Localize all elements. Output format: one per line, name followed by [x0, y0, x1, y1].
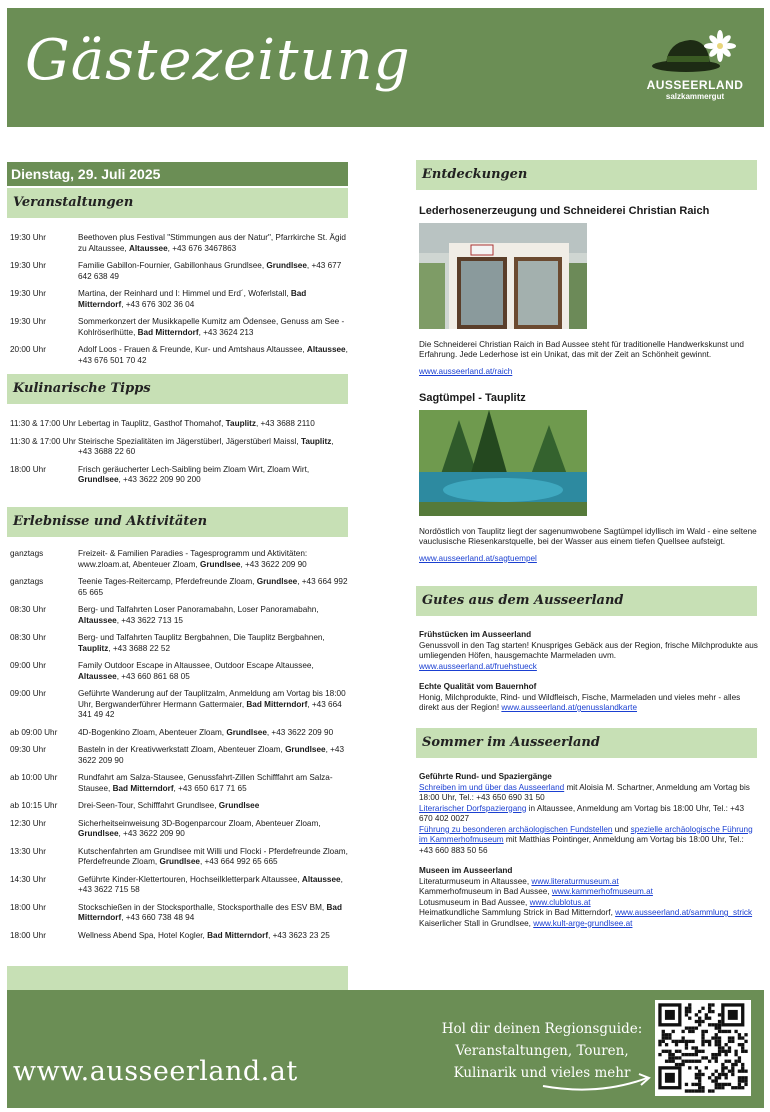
list-item: [10, 689, 348, 721]
qr-code-icon[interactable]: [655, 1000, 751, 1096]
event-time: 19:30 Uhr: [10, 233, 46, 242]
event-description: Adolf Loos - Frauen & Freunde, Kur- und Amtshaus Altaussee, Altaussee, +43 676 501 70 42: [78, 345, 348, 365]
event-place: Bad Mitterndorf: [207, 930, 269, 940]
event-time: ganztags: [10, 549, 44, 558]
event-time: 12:30 Uhr: [10, 818, 46, 828]
museum-text: Heimatkundliche Sammlung Strick in Bad Mitterndorf,: [419, 908, 616, 917]
event-place: Altaussee: [78, 615, 117, 625]
fruehstueck-text: Genussvoll in den Tag starten! Knuspriges Gebäck aus der Region, frische Milchprodukte aus umliegenden Höfen, hausgemachte Marmeladen uvm.: [419, 640, 758, 660]
event-place: Bad Mitterndorf: [78, 289, 307, 309]
event-description: Geführte Kinder-Klettertouren, Hochseilkletterpark Altaussee, Altaussee, +43 3622 715 58: [78, 874, 343, 894]
article-title: Sagtümpel - Tauplitz: [419, 392, 526, 404]
event-description: 4D-Bogenkino Zloam, Abenteuer Zloam, Grundlsee, +43 3622 209 90: [78, 727, 334, 737]
museum-link[interactable]: www.kult-arge-grundlsee.at: [533, 918, 633, 928]
divider-bar: [7, 966, 348, 990]
museum-link[interactable]: www.clublotus.at: [529, 897, 591, 907]
event-description: Berg- und Talfahrten Tauplitz Bergbahnen, Die Tauplitz Bergbahnen, Tauplitz, +43 3688 22 52: [78, 633, 325, 653]
event-time: 11:30 & 17:00 Uhr: [10, 436, 76, 446]
event-description: Geführte Wanderung auf der Tauplitzalm, Anmeldung am Vortag bis 18:00 Uhr, Bergwanderführer Hermann Gattermaier, Bad Mitterndorf, +43 664 341 49 42: [78, 689, 346, 719]
promo-line: Hol dir deinen Regionsguide:: [441, 1021, 643, 1037]
event-time: 18:00 Uhr: [10, 902, 46, 912]
fruehstueck-title: Frühstücken im Ausseerland: [419, 630, 532, 639]
section-veranstaltungen: Veranstaltungen: [7, 188, 348, 218]
bauernhof-text: Honig, Milchprodukte, Rind- und Wildfleisch, Fische, Marmeladen und vieles mehr - alles direkt aus der Region!: [419, 692, 741, 712]
walk-link-kammerhof[interactable]: spezielle archäologische Führung im Kammerhofmuseum: [419, 824, 753, 844]
date-heading: Dienstag, 29. Juli 2025: [7, 162, 348, 186]
list-item: [10, 745, 348, 766]
list-item: [10, 903, 348, 924]
event-description: Beethoven plus Festival "Stimmungen aus der Natur", Pfarrkirche St. Ägid zu Altaussee, Altaussee, +43 676 3467863: [78, 233, 346, 253]
event-place: Grundlsee: [78, 475, 119, 484]
museum-link[interactable]: www.kammerhofmuseum.at: [551, 887, 653, 896]
lake-photo: [419, 410, 587, 516]
walks-title: Geführte Rund- und Spaziergänge: [419, 772, 552, 781]
gutes-content: [419, 630, 759, 714]
list-item: [10, 875, 348, 896]
article-title: Lederhosenerzeugung und Schneiderei Christian Raich: [419, 205, 710, 217]
museums-title: Museen im Ausseerland: [419, 866, 513, 875]
article-text: Nordöstlich von Tauplitz liegt der sagenumwobene Sagtümpel idyllisch im Wald - eine seltene vauclusische Riesenkarstquelle, bei der Wasser aus einem tiefen Quellsee aufsteigt.: [419, 526, 757, 546]
event-time: 14:30 Uhr: [10, 874, 46, 884]
museum-text: Kaiserlicher Stall in Grundlsee,: [419, 918, 534, 928]
list-item: [10, 233, 348, 254]
event-description: Lebertag in Tauplitz, Gasthof Thomahof, Tauplitz, +43 3688 2110: [78, 419, 315, 428]
event-description: Sommerkonzert der Musikkapelle Kumitz am Ödensee, Genuss am See - Kohlröserlhütte, Bad Mitterndorf, +43 3624 213: [78, 317, 345, 337]
arrow-icon: [539, 1068, 657, 1094]
event-place: Grundlsee: [159, 857, 200, 866]
event-description: Freizeit- & Familien Paradies - Tagesprogramm und Aktivitäten: www.zloam.at, Abenteuer Zloam, Grundlsee, +43 3622 209 90: [78, 549, 308, 569]
ausseerland-logo[interactable]: [640, 28, 750, 108]
event-time: 11:30 & 17:00 Uhr: [10, 419, 76, 428]
museum-text: Lotusmuseum in Bad Aussee,: [419, 897, 530, 907]
section-sommer: Sommer im Ausseerland: [416, 728, 757, 758]
event-description: Wellness Abend Spa, Hotel Kogler, Bad Mitterndorf, +43 3623 23 25: [78, 930, 330, 940]
event-place: Grundlsee: [78, 829, 119, 838]
event-time: 08:30 Uhr: [10, 605, 46, 614]
article-text: Die Schneiderei Christian Raich in Bad Aussee steht für traditionelle Handwerkskunst und Erfahrung. Jede Lederhose ist ein Unikat, das mit der Zeit an Schönheit gewinnt.: [419, 339, 744, 359]
event-place: Grundlsee: [285, 745, 326, 754]
section-gutes: Gutes aus dem Ausseerland: [416, 586, 757, 616]
promo-line: Veranstaltungen, Touren,: [455, 1043, 629, 1059]
event-time: 09:00 Uhr: [10, 661, 46, 670]
event-time: 19:30 Uhr: [10, 289, 46, 298]
event-place: Altaussee: [306, 345, 346, 354]
list-item: [10, 549, 348, 570]
list-item: [10, 317, 348, 338]
event-time: ab 10:00 Uhr: [10, 773, 58, 782]
event-description: Familie Gabillon-Fournier, Gabillonhaus Grundlsee, Grundlsee, +43 677 642 638 49: [78, 261, 342, 281]
event-description: Frisch geräucherter Lech-Saibling beim Zloam Wirt, Zloam Wirt, Grundlsee, +43 3622 209 90 200: [78, 464, 310, 484]
list-item: [10, 577, 348, 598]
event-time: 20:00 Uhr: [10, 345, 46, 354]
kulinarisch-list: [10, 419, 348, 493]
promo-line: Kulinarik und vieles mehr: [453, 1065, 631, 1081]
walk-link-fundstellen[interactable]: Führung zu besonderen archäologischen Fundstellen: [419, 824, 613, 834]
event-place: Grundlsee: [256, 577, 298, 586]
sommer-content: [419, 772, 759, 929]
event-place: Grundlsee: [226, 727, 267, 737]
hat-edelweiss-icon: [640, 28, 750, 78]
section-erlebnisse: Erlebnisse und Aktivitäten: [7, 507, 348, 537]
list-item: [10, 773, 348, 794]
event-time: 08:30 Uhr: [10, 633, 46, 642]
header-banner: [7, 8, 764, 127]
event-time: 18:00 Uhr: [10, 464, 46, 474]
event-time: ganztags: [10, 577, 44, 586]
museum-link[interactable]: www.literaturmuseum.at: [531, 876, 619, 886]
event-place: Bad Mitterndorf: [137, 327, 199, 337]
walk-link-dorfspaziergang[interactable]: Literarischer Dorfspaziergang: [419, 803, 527, 813]
list-item: [10, 465, 348, 486]
event-description: Drei-Seen-Tour, Schifffahrt Grundlsee, Grundlsee: [78, 801, 260, 810]
logo-subtext: salzkammergut: [665, 92, 725, 101]
list-item: [10, 801, 348, 812]
shop-photo: [419, 223, 587, 329]
list-item: [10, 261, 348, 282]
list-item: [10, 419, 348, 430]
event-place: Bad Mitterndorf: [112, 783, 174, 793]
list-item: [10, 633, 348, 654]
event-place: Grundlsee: [199, 559, 241, 569]
walk-link-schreiben[interactable]: Schreiben im und über das Ausseerland: [419, 782, 565, 792]
event-place: Altaussee: [78, 671, 117, 681]
erlebnisse-list: [10, 549, 348, 948]
event-place: Bad Mitterndorf: [78, 902, 342, 922]
entdeckung-sagtuempel: [419, 391, 759, 564]
event-description: Rundfahrt am Salza-Stausee, Genussfahrt-Zillen Schifffahrt am Salza-Stausee, Bad Mitterndorf, +43 650 617 71 65: [78, 773, 333, 793]
event-place: Tauplitz: [225, 419, 256, 428]
walk-text: in Altaussee, Anmeldung am Vortag bis 18:00 Uhr, Tel.: +43 670 402 0027: [419, 803, 745, 823]
event-description: Berg- und Talfahrten Loser Panoramabahn, Loser Panoramabahn, Altaussee, +43 3622 713 15: [78, 605, 319, 625]
bauernhof-title: Echte Qualität vom Bauernhof: [419, 682, 537, 691]
event-time: 19:30 Uhr: [10, 317, 46, 326]
list-item: [10, 605, 348, 626]
museum-link[interactable]: www.ausseerland.at/sammlung_strick: [615, 908, 753, 917]
event-description: Kutschenfahrten am Grundlsee mit Willi und Flocki - Pferdefreunde Zloam, Pferdefreunde Zloam, Grundlsee, +43 664 992 65 665: [78, 846, 348, 866]
event-place: Altaussee: [301, 874, 341, 884]
footer-url[interactable]: www.ausseerland.at: [13, 1056, 298, 1087]
event-time: 09:00 Uhr: [10, 689, 46, 698]
list-item: [10, 728, 348, 739]
event-time: 13:30 Uhr: [10, 846, 46, 856]
event-time: 18:00 Uhr: [10, 930, 46, 940]
raich-link[interactable]: www.ausseerland.at/raich: [419, 366, 513, 376]
event-time: ab 10:15 Uhr: [10, 801, 58, 810]
list-item: [10, 345, 348, 366]
sagtuempel-link[interactable]: www.ausseerland.at/sagtuempel: [419, 553, 537, 563]
event-description: Sicherheitseinweisung 3D-Bogenparcour Zloam, Abenteuer Zloam, Grundlsee, +43 3622 209 90: [78, 818, 321, 838]
event-description: Basteln in der Kreativwerkstatt Zloam, Abenteuer Zloam, Grundlsee, +43 3622 209 90: [78, 745, 345, 765]
event-place: Tauplitz: [78, 643, 109, 653]
list-item: [10, 289, 348, 310]
veranstaltungen-list: [10, 233, 348, 373]
section-kulinarisch: Kulinarische Tipps: [7, 374, 348, 404]
list-item: [10, 437, 348, 458]
genusslandkarte-link[interactable]: www.ausseerland.at/genusslandkarte: [501, 703, 638, 712]
list-item: [10, 931, 348, 942]
event-description: Teenie Tages-Reitercamp, Pferdefreunde Zloam, Grundlsee, +43 664 992 65 665: [78, 577, 348, 597]
entdeckung-raich: [419, 204, 759, 377]
event-place: Bad Mitterndorf: [246, 699, 308, 709]
event-time: 09:30 Uhr: [10, 745, 46, 754]
event-description: Martina, der Reinhard und I: Himmel und Erd´, Woferlstall, Bad Mitterndorf, +43 676 302 36 04: [78, 289, 307, 309]
event-description: Steirische Spezialitäten im Jägerstüberl, Jägerstüberl Maissl, Tauplitz, +43 3688 22 60: [78, 436, 334, 456]
event-place: Grundlsee: [266, 261, 307, 270]
walk-text: mit Matthias Pointinger, Anmeldung am Vortag bis 18:00 Uhr, Tel.: +43 660 883 50 56: [419, 835, 744, 855]
logo-text: AUSSEERLAND: [646, 78, 744, 92]
event-place: Altaussee: [128, 243, 168, 253]
list-item: [10, 847, 348, 868]
section-entdeckungen: Entdeckungen: [416, 160, 757, 190]
event-description: Stockschießen in der Stocksporthalle, Stocksporthalle des ESV BM, Bad Mitterndorf, +43 660 738 48 94: [78, 902, 342, 922]
walk-text: mit Aloisia M. Schartner, Anmeldung am Vortag bis 18:00 Uhr, Tel.: +43 650 690 31 50: [419, 782, 750, 802]
event-time: 19:30 Uhr: [10, 261, 46, 270]
event-place: Grundlsee: [218, 801, 260, 810]
walk-text: und: [612, 824, 631, 834]
fruehstueck-link[interactable]: www.ausseerland.at/fruehstueck: [419, 661, 537, 671]
museum-text: Kammerhofmuseum in Bad Aussee,: [419, 887, 552, 896]
page-title: Gästezeitung: [25, 28, 411, 93]
museum-text: Literaturmuseum in Altaussee,: [419, 876, 532, 886]
event-description: Family Outdoor Escape in Altaussee, Outdoor Escape Altaussee, Altaussee, +43 660 861 68 05: [78, 661, 314, 681]
event-time: ab 09:00 Uhr: [10, 727, 58, 737]
footer-banner: [7, 990, 764, 1108]
event-place: Tauplitz: [300, 436, 332, 446]
list-item: [10, 819, 348, 840]
list-item: [10, 661, 348, 682]
